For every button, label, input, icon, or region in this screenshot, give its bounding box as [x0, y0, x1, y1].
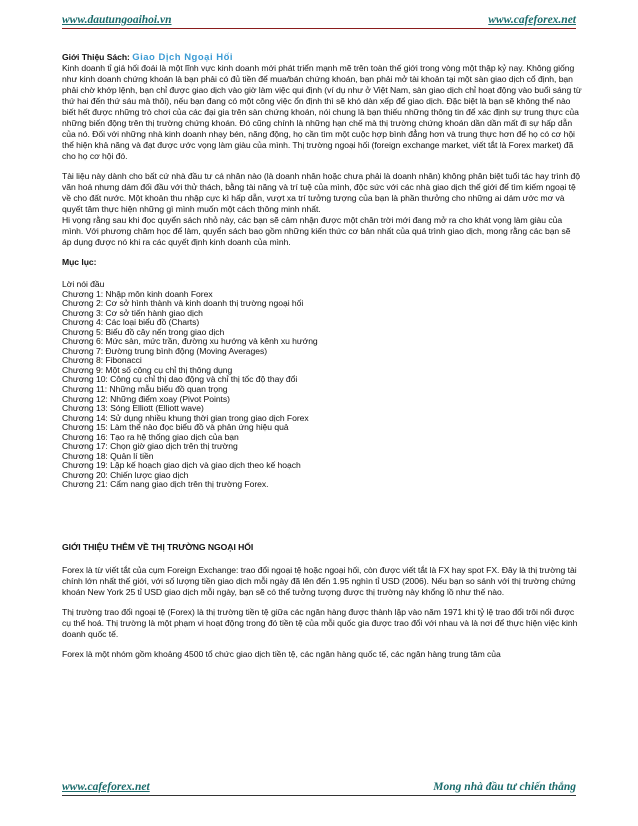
toc-item: Chương 18: Quản lí tiền [62, 450, 154, 461]
toc-item: Chương 9: Một số công cụ chỉ thị thông dụng [62, 364, 233, 375]
toc-item: Chương 14: Sử dụng nhiều khung thời gian trong giao dịch Forex [62, 412, 309, 423]
header-link-cafeforex[interactable]: www.cafeforex.net [488, 14, 576, 26]
toc-item: Chương 4: Các loại biểu đồ (Charts) [62, 317, 200, 328]
book-intro-heading [62, 52, 582, 63]
toc-item: Chương 21: Cẩm nang giao dịch trên thị trường Forex. [62, 479, 269, 490]
section-title-forex-intro: GIỚI THIỆU THÊM VỀ THỊ TRƯỜNG NGOẠI HỐI [62, 542, 254, 553]
page-footer [62, 777, 576, 796]
toc-list [62, 280, 582, 490]
forex-paragraph-3: Forex là một nhóm gồm khoảng 4500 tổ chức giao dịch tiền tệ, các ngân hàng quốc tế, các ngân hàng trung tâm của [62, 649, 501, 660]
toc-item: Lời nói đầu [62, 279, 105, 289]
toc-item: Chương 17: Chọn giờ giao dịch trên thị trường [62, 441, 238, 452]
document-body [62, 52, 582, 669]
book-intro-label: Giới Thiệu Sách: [62, 52, 130, 62]
header-link-dautungoaihoi[interactable]: www.dautungoaihoi.vn [62, 14, 172, 26]
toc-item: Chương 12: Những điểm xoay (Pivot Points) [62, 393, 230, 404]
footer-slogan: Mong nhà đầu tư chiến thắng [433, 781, 576, 793]
page-header [62, 10, 576, 29]
toc-item: Chương 15: Làm thế nào đọc biểu đồ và phản ứng hiệu quả [62, 422, 289, 433]
toc-item: Chương 7: Đường trung bình động (Moving Averages) [62, 345, 268, 356]
toc-item: Chương 13: Sóng Elliott (Elliott wave) [62, 403, 204, 414]
toc-item: Chương 2: Cơ sở hình thành và kinh doanh thị trường ngoại hối [62, 298, 304, 309]
book-name: Giao Dịch Ngoại Hối [132, 52, 234, 63]
toc-item: Chương 1: Nhập môn kinh doanh Forex [62, 288, 213, 299]
toc-item: Chương 8: Fibonacci [62, 355, 142, 366]
intro-paragraph-1: Kinh doanh tỉ giá hối đoái là một lĩnh vực kinh doanh mới phát triển mạnh mẽ trên toàn thế giới trong vòng một thập kỷ nay. Không giống như kinh doanh chứng khoán là bạn phải có đủ tiền để mua/bán chứng khoán, bạn phải mở tài khoản tại một sàn giao dịch cổ định, bạn phải chờ khớp lệnh, bạn chỉ được giao dịch vào giờ làm việc qui định (ví dụ như ở Việt Nam, sàn giao dịch chỉ hoạt động vào buổi sáng từ thứ hai đến thứ sáu mà thôi), nếu bạn đang có một công việc ổn định thì sẽ khó dàn xếp để giao dịch. Đặc biệt là bạn sẽ không thể nào biết hết được những trò chơi của các đại gia trên sàn chứng khoán, nói chung là bạn thiếu những thông tin để xác định sự trung thực của những biến động trên thị trường chứng khoán. Đó cũng chính là những hạn chế mà thị trường chứng khoán dần dần mất đi sự hấp dẫn của nó. Đối với những nhà kinh doanh nhạy bén, năng động, họ cần tìm một cuộc hợp bình đẳng hơn và trung thực hơn để họ có cơ hội thể hiện khả năng và đạt được ước vọng làm giàu của mình. Thị trường ngoại hối (foreign exchange market, viết tắt là Forex market) đã cho họ cơ hội đó. [62, 63, 582, 161]
toc-title: Mục lục: [62, 257, 97, 267]
toc-item: Chương 19: Lập kế hoạch giao dịch và giao dịch theo kế hoạch [62, 460, 301, 471]
toc-item: Chương 3: Cơ sở tiến hành giao dịch [62, 307, 203, 318]
toc-item: Chương 11: Những mẫu biểu đồ quan trọng [62, 384, 228, 395]
toc-item: Chương 10: Công cụ chỉ thị dao động và chỉ thị tốc độ thay đổi [62, 374, 298, 385]
toc-item: Chương 16: Tạo ra hệ thống giao dịch của bạn [62, 431, 239, 442]
toc-item: Chương 5: Biểu đồ cây nến trong giao dịch [62, 326, 225, 337]
toc-item: Chương 20: Chiến lược giao dịch [62, 469, 189, 480]
forex-paragraph-2: Thị trường trao đổi ngoại tệ (Forex) là thị trường tiền tệ giữa các ngân hàng được thành lập vào năm 1971 khi tỷ lệ trao đổi trôi nổi được cụ thể hoá. Thị trường là một phạm vi hoạt động trong đó tiền tệ của mỗi quốc gia được trao đổi với nhau và là nơi để thực hiện việc kinh doanh quốc tế. [62, 607, 578, 640]
forex-paragraph-1: Forex là từ viết tắt của cụm Foreign Exchange: trao đổi ngoại tệ hoặc ngoại hối, còn được viết tắt là FX hay spot FX. Đây là thị trường tài chính lớn nhất thế giới, với số lượng tiền giao dịch mỗi ngày đã lên đến 1.95 nghìn tỉ USD (2006). Nếu bạn so sánh với thị trường chứng khoán New York 25 tỉ USD giao dịch mỗi ngày, bạn sẽ có thể tưởng tượng được thị trường này khổng lồ như thế nào. [62, 565, 577, 598]
toc-item: Chương 6: Mức sàn, mức trần, đường xu hướng và kênh xu hướng [62, 336, 318, 347]
intro-paragraph-2: Tài liệu này dành cho bất cứ nhà đầu tư cá nhân nào (là doanh nhân hoặc chưa phải là doanh nhân) không phân biệt tuổi tác hay trình độ văn hoá nhưng dám đối đầu với thử thách, bằng tài năng và trí tuệ của mình, độc sức với các nhà giao dịch thế giới để tìm kiếm ngoại tệ về cho đất nước. Một khoản thu nhập cực kì hấp dẫn, vượt xa trí tưởng tượng của bạn là phần thưởng cho những ai dám ước mơ và quyết tâm thực hiện những gì mình muốn một cách thông minh nhất. [62, 171, 580, 214]
intro-paragraph-3: Hi vọng rằng sau khi đọc quyển sách nhỏ này, các bạn sẽ cảm nhận được một chân trời mới đang mở ra cho khát vọng làm giàu của mình. Với phương châm học để làm, quyển sách bao gồm những kiến thức cơ bản nhất của quá trình giao dịch, mong rằng các bạn sẽ áp dụng được nó khi ra các quyết định kinh doanh của mình. [62, 215, 571, 247]
footer-link-cafeforex[interactable]: www.cafeforex.net [62, 781, 150, 793]
